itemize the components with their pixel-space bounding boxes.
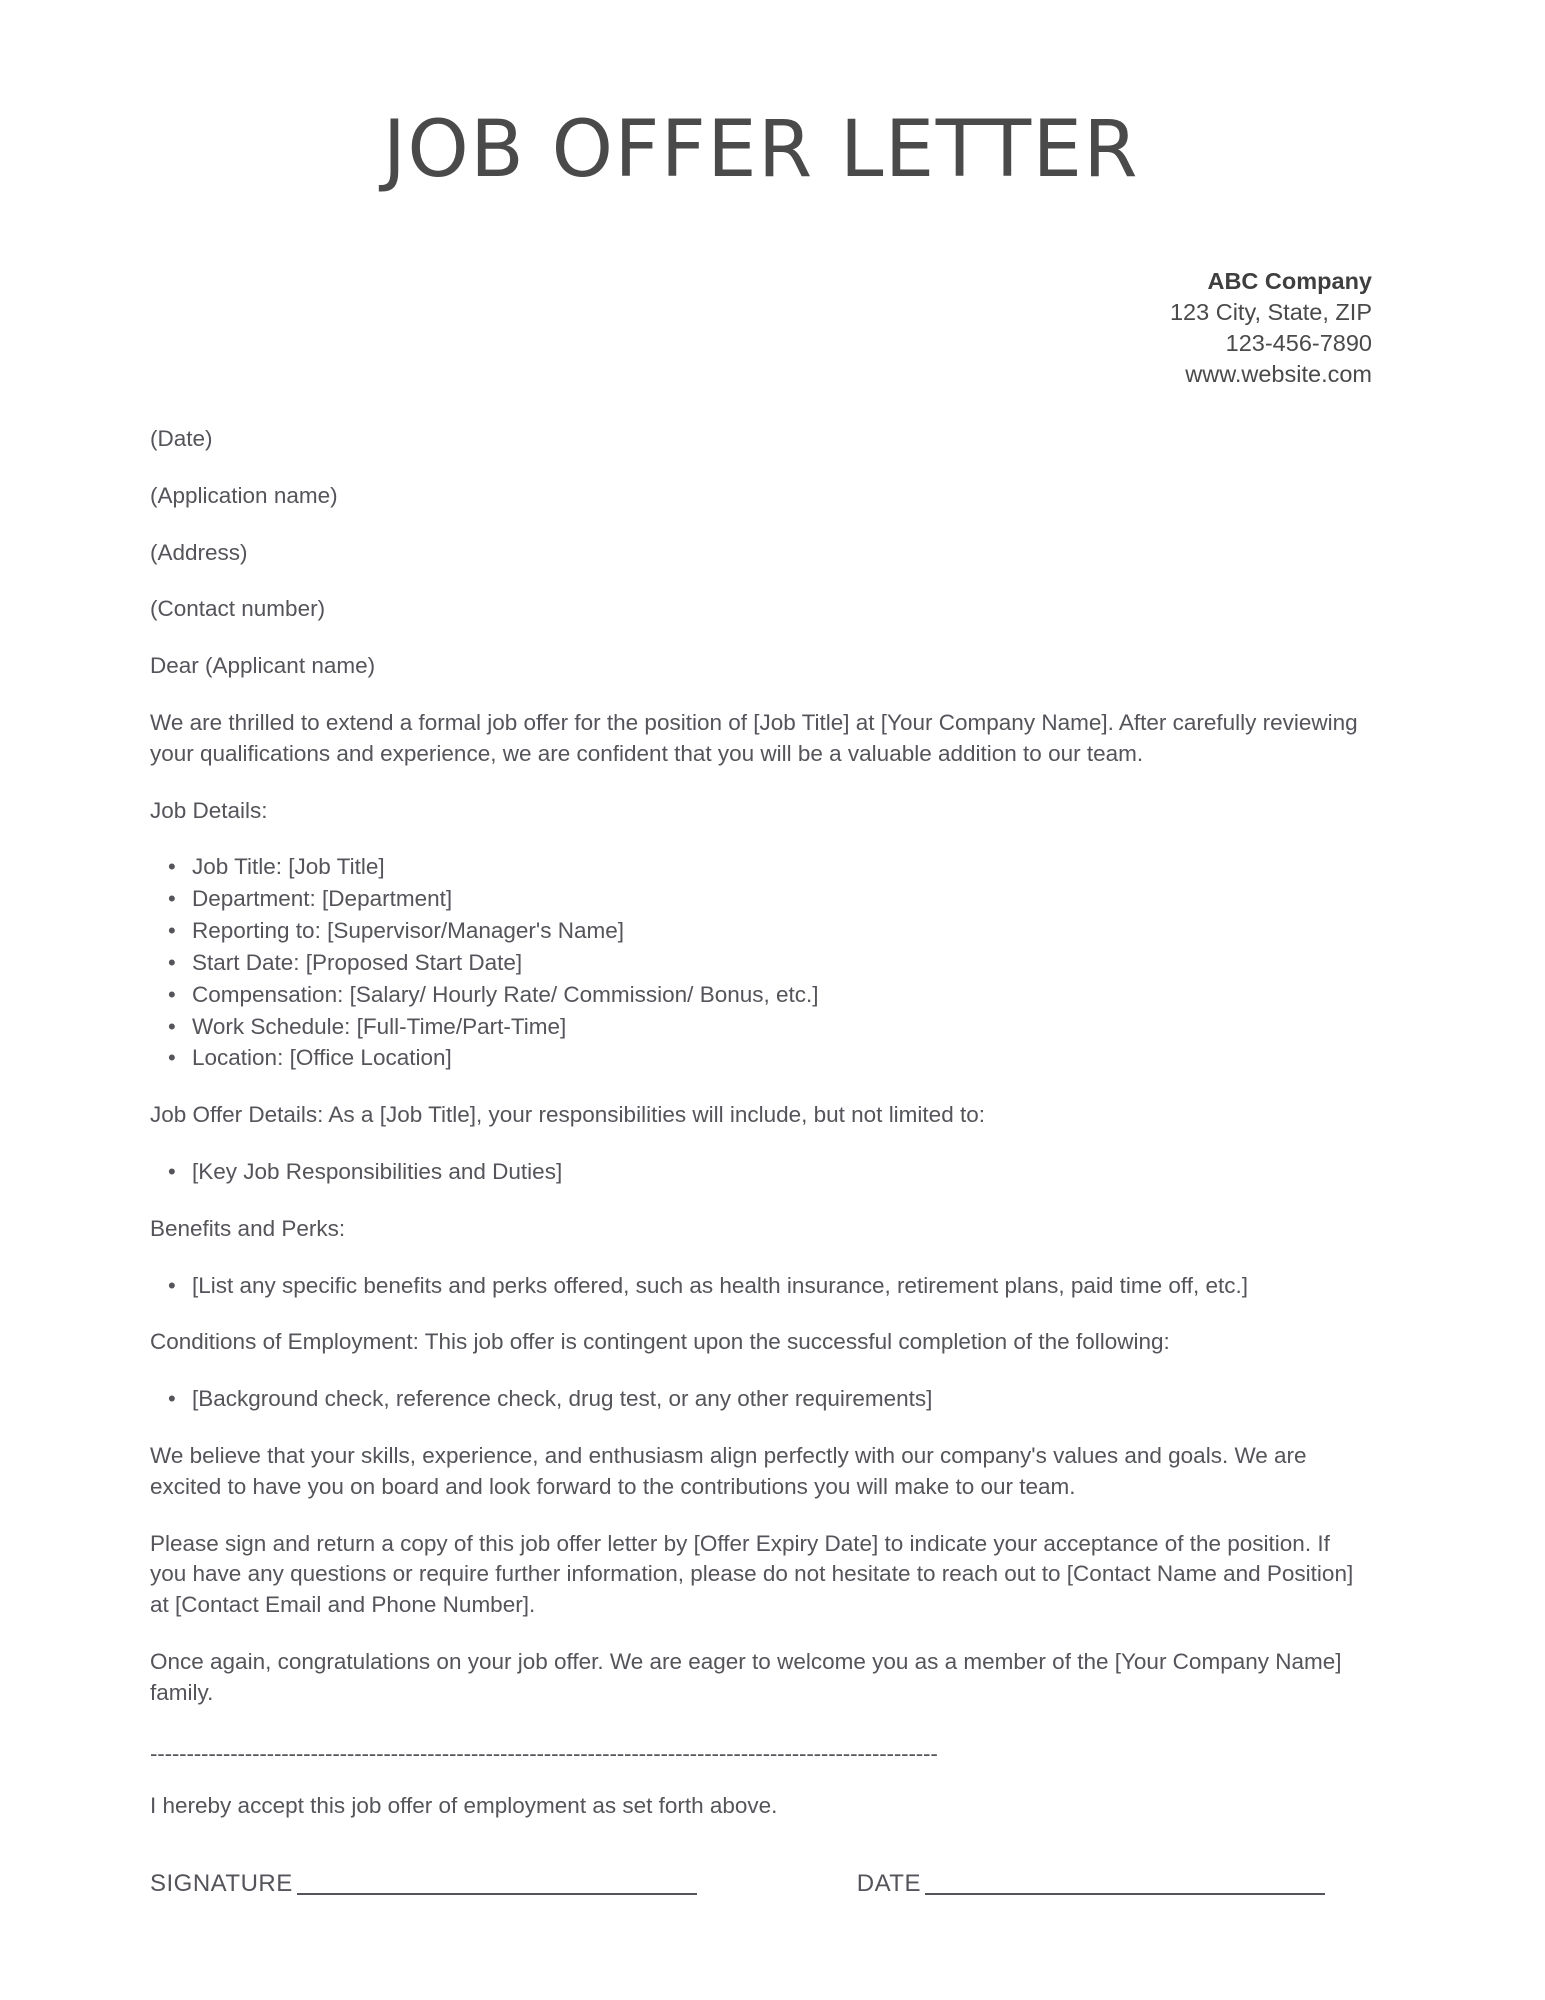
letter-body — [150, 424, 1372, 1900]
page-title: JOB OFFER LETTER — [382, 105, 1140, 195]
list-item: • [Background check, reference check, drug test, or any other requirements] — [150, 1384, 1372, 1415]
company-website: www.website.com — [1185, 360, 1372, 387]
recipient-contact-number: (Contact number) — [150, 596, 326, 622]
company-name: ABC Company — [1207, 267, 1372, 294]
list-item: • Work Schedule: [Full-Time/Part-Time] — [150, 1012, 1372, 1043]
intro-paragraph: We are thrilled to extend a formal job offer for the position of [Job Title] at [Your Company Name]. After carefully reviewing your qualifications and experience, we are confident that you will be a valuable addition to our team. — [150, 710, 1358, 766]
closing-congrats-paragraph: Once again, congratulations on your job offer. We are eager to welcome you as a member of the [Your Company Name] family. — [150, 1649, 1342, 1705]
job-details-list — [150, 852, 1372, 1074]
list-item: • Compensation: [Salary/ Hourly Rate/ Commission/ Bonus, etc.] — [150, 980, 1372, 1011]
closing-signature-request-paragraph: Please sign and return a copy of this job offer letter by [Offer Expiry Date] to indicate your acceptance of the position. If you have any questions or require further information, please do not hesitate to reach out to [Contact Name and Position] at [Contact Email and Phone Number]. — [150, 1530, 1354, 1618]
company-header-block — [150, 266, 1372, 390]
list-item: • Reporting to: [Supervisor/Manager's Name] — [150, 916, 1372, 947]
letter-date: (Date) — [150, 425, 213, 451]
date-input-line[interactable] — [925, 1892, 1325, 1895]
dashed-divider: ------------------------------------------------------------------------------------------------------------ — [150, 1742, 938, 1765]
list-item: • [List any specific benefits and perks offered, such as health insurance, retirement plans, paid time off, etc.] — [150, 1271, 1372, 1302]
conditions-heading: Conditions of Employment: This job offer is contingent upon the successful completion of the following: — [150, 1329, 1170, 1355]
offer-details-list — [150, 1157, 1372, 1188]
signature-input-line[interactable] — [297, 1892, 697, 1895]
company-phone: 123-456-7890 — [1225, 329, 1372, 356]
recipient-application-name: (Application name) — [150, 482, 338, 508]
list-item: • Location: [Office Location] — [150, 1043, 1372, 1074]
acceptance-statement: I hereby accept this job offer of employment as set forth above. — [150, 1792, 778, 1818]
recipient-address: (Address) — [150, 539, 248, 565]
closing-values-paragraph: We believe that your skills, experience, and enthusiasm align perfectly with our company's values and goals. We are excited to have you on board and look forward to the contributions you will make to our team. — [150, 1443, 1307, 1499]
date-label: DATE — [856, 1869, 921, 1897]
list-item: • [Key Job Responsibilities and Duties] — [150, 1157, 1372, 1188]
date-group — [857, 1868, 1325, 1901]
list-item: • Start Date: [Proposed Start Date] — [150, 948, 1372, 979]
offer-details-heading: Job Offer Details: As a [Job Title], your responsibilities will include, but not limited to: — [150, 1102, 985, 1128]
list-item: • Job Title: [Job Title] — [150, 852, 1372, 883]
job-details-heading: Job Details: — [150, 797, 268, 823]
recipient-block — [150, 481, 1372, 625]
conditions-list — [150, 1384, 1372, 1415]
salutation: Dear (Applicant name) — [150, 653, 376, 679]
company-address: 123 City, State, ZIP — [1169, 298, 1372, 325]
document-content — [150, 0, 1372, 1900]
signature-row — [150, 1868, 1372, 1901]
list-item: • Department: [Department] — [150, 884, 1372, 915]
signature-group — [150, 1868, 697, 1901]
benefits-list — [150, 1271, 1372, 1302]
signature-label: SIGNATURE — [150, 1869, 293, 1897]
benefits-heading: Benefits and Perks: — [150, 1215, 346, 1241]
